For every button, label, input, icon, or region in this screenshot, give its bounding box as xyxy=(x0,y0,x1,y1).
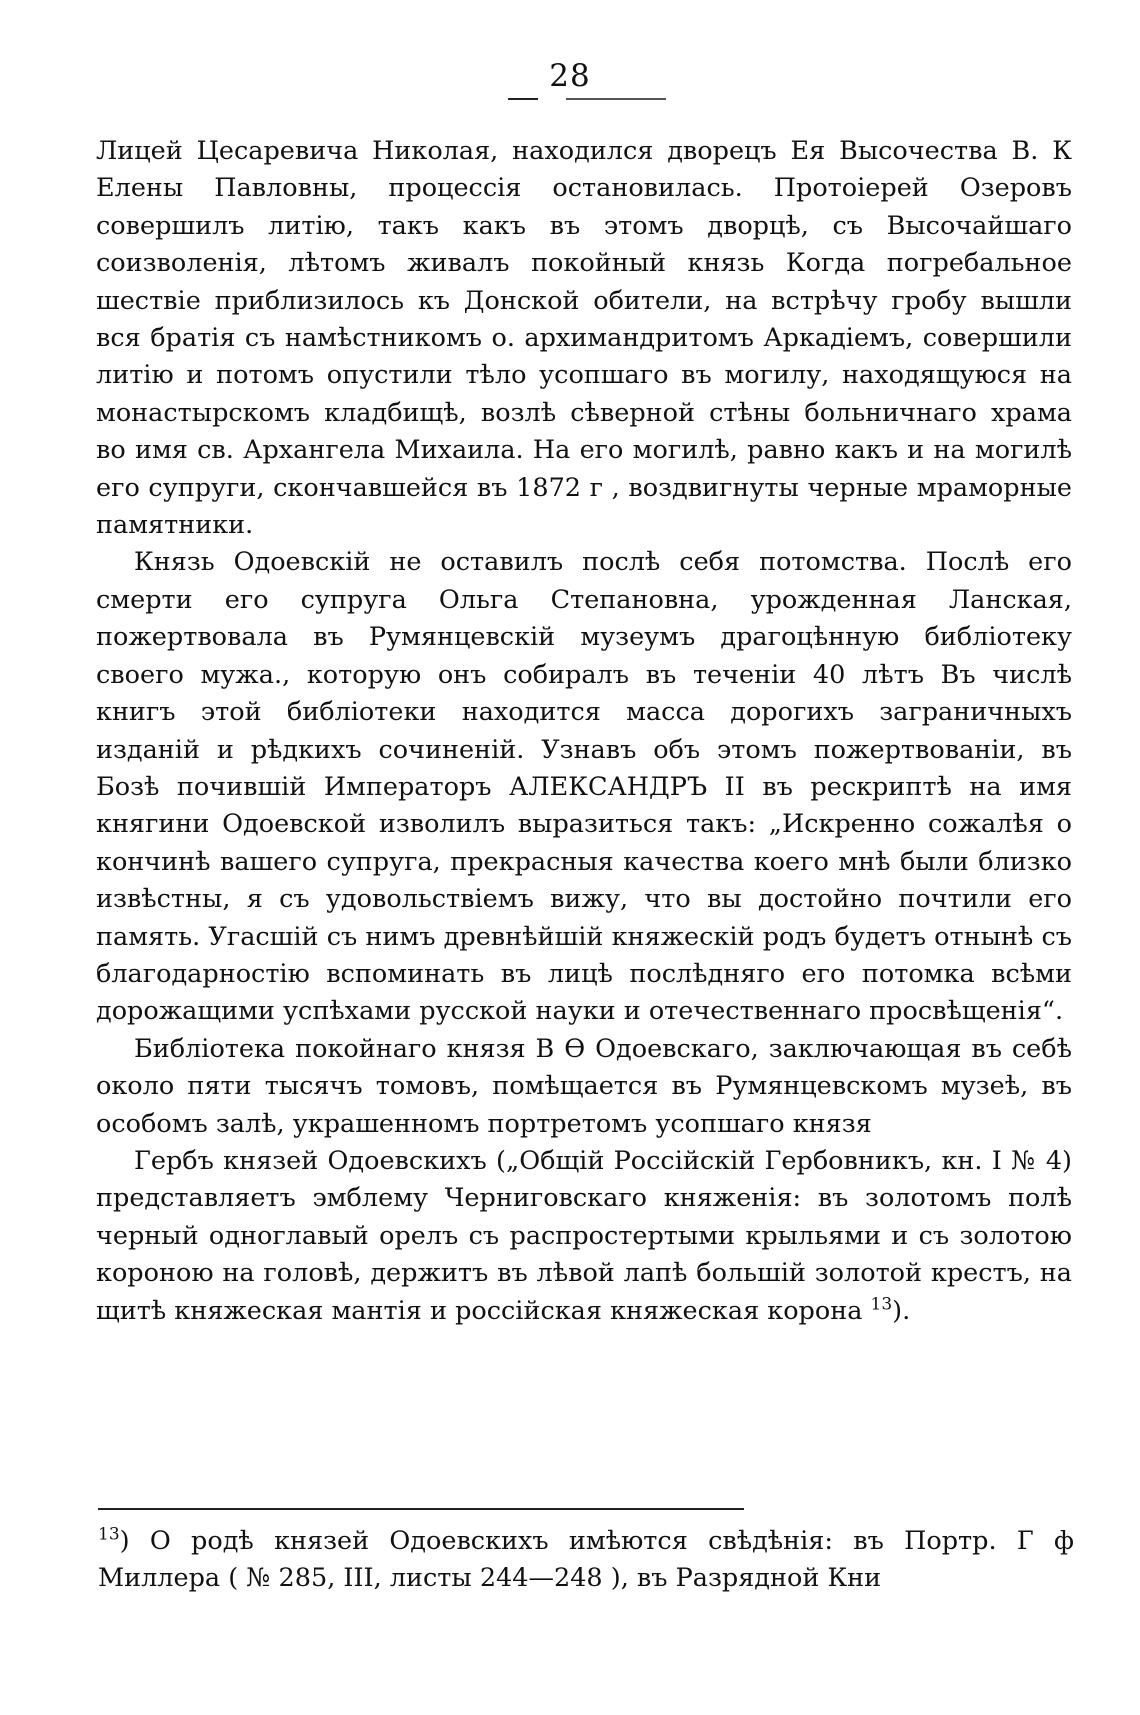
footnote-marker: 13 xyxy=(98,1524,120,1545)
paragraph-funeral: Лицей Цесаревича Николая, находился дворецъ Ея Высочества В. К Елены Павловны, процессія остановилась. Протоіерей Озеровъ совершилъ литію, такъ какъ въ этомъ дворцѣ, съ Высочайшаго соизволенія, лѣтомъ живалъ покойный князь Когда погребальное шествіе приблизилось къ Донской обители, на встрѣчу гробу вышли вся братія съ намѣстникомъ о. архимандритомъ Аркадіемъ, совершили литію и потомъ опустили тѣло усопшаго въ могилу, находящуюся на монастырскомъ кладбищѣ, возлѣ сѣверной стѣны больничнаго храма во имя св. Архангела Михаила. На его могилѣ, равно какъ и на могилѣ его супруги, скончавшейся въ 1872 г , воздвигнуты черные мраморные памятники. xyxy=(96,136,1072,541)
page-number-rule-left xyxy=(508,98,538,100)
paragraph-coat-of-arms xyxy=(96,1143,1072,1330)
coat-of-arms-text: Гербъ князей Одоевскихъ („Общій Россійскій Гербовникъ, кн. I № 4) представляетъ эмблему Черниговскаго княженія: въ золотомъ полѣ черный одноглавый орелъ съ распростертыми крыльями и съ золотою короною на головѣ, держитъ въ лѣвой лапѣ большій золотой крестъ, на щитѣ княжеская мантія и россійская княжеская корона xyxy=(96,1145,1072,1326)
footnote-reference[interactable]: 13 xyxy=(870,1294,893,1315)
footnote-text: ) О родѣ князей Одоевскихъ имѣются свѣдѣнія: въ Портр. Г ф Миллера ( № 285, III, листы 244—248 ), въ Разрядной Кни xyxy=(98,1526,1074,1593)
footnote-divider xyxy=(98,1508,744,1510)
page-number: 28 xyxy=(549,58,591,94)
body-text xyxy=(96,133,1072,1330)
page-number-rule-right xyxy=(566,98,666,100)
paragraph-library-location: Библіотека покойнаго князя В Ѳ Одоевскаго, заключающая въ себѣ около пяти тысячъ томовъ, помѣщается въ Румянцевскомъ музеѣ, въ особомъ залѣ, украшенномъ портретомъ усопшаго князя xyxy=(96,1033,1072,1139)
paragraph-library-donation: Князь Одоевскій не оставилъ послѣ себя потомства. Послѣ его смерти его супруга Ольга Степановна, урожденная Ланская, пожертвовала въ Румянцевскій музеумъ драгоцѣнную библіотеку своего мужа., которую онъ собиралъ въ теченіи 40 лѣтъ Въ числѣ книгъ этой библіотеки находится масса дорогихъ заграничныхъ изданій и рѣдкихъ сочиненій. Узнавъ объ этомъ пожертвованіи, въ Бозѣ почившій Императоръ АЛЕКСАНДРЪ II въ рескриптѣ на имя княгини Одоевской изволилъ выразиться такъ: „Искренно сожалѣя о кончинѣ вашего супруга, прекрасныя качества коего мнѣ были близко извѣстны, я съ удовольствіемъ вижу, что вы достойно почтили его память. Угасшій съ нимъ древнѣйшій княжескій родъ будетъ отнынѣ съ благодарностію вспоминать въ лицѣ послѣдняго его потомка всѣми дорожащими успѣхами русской науки и отечественнаго просвѣщенія“. xyxy=(96,547,1072,1027)
footnote xyxy=(98,1523,1074,1597)
coat-of-arms-tail: ). xyxy=(892,1295,911,1326)
